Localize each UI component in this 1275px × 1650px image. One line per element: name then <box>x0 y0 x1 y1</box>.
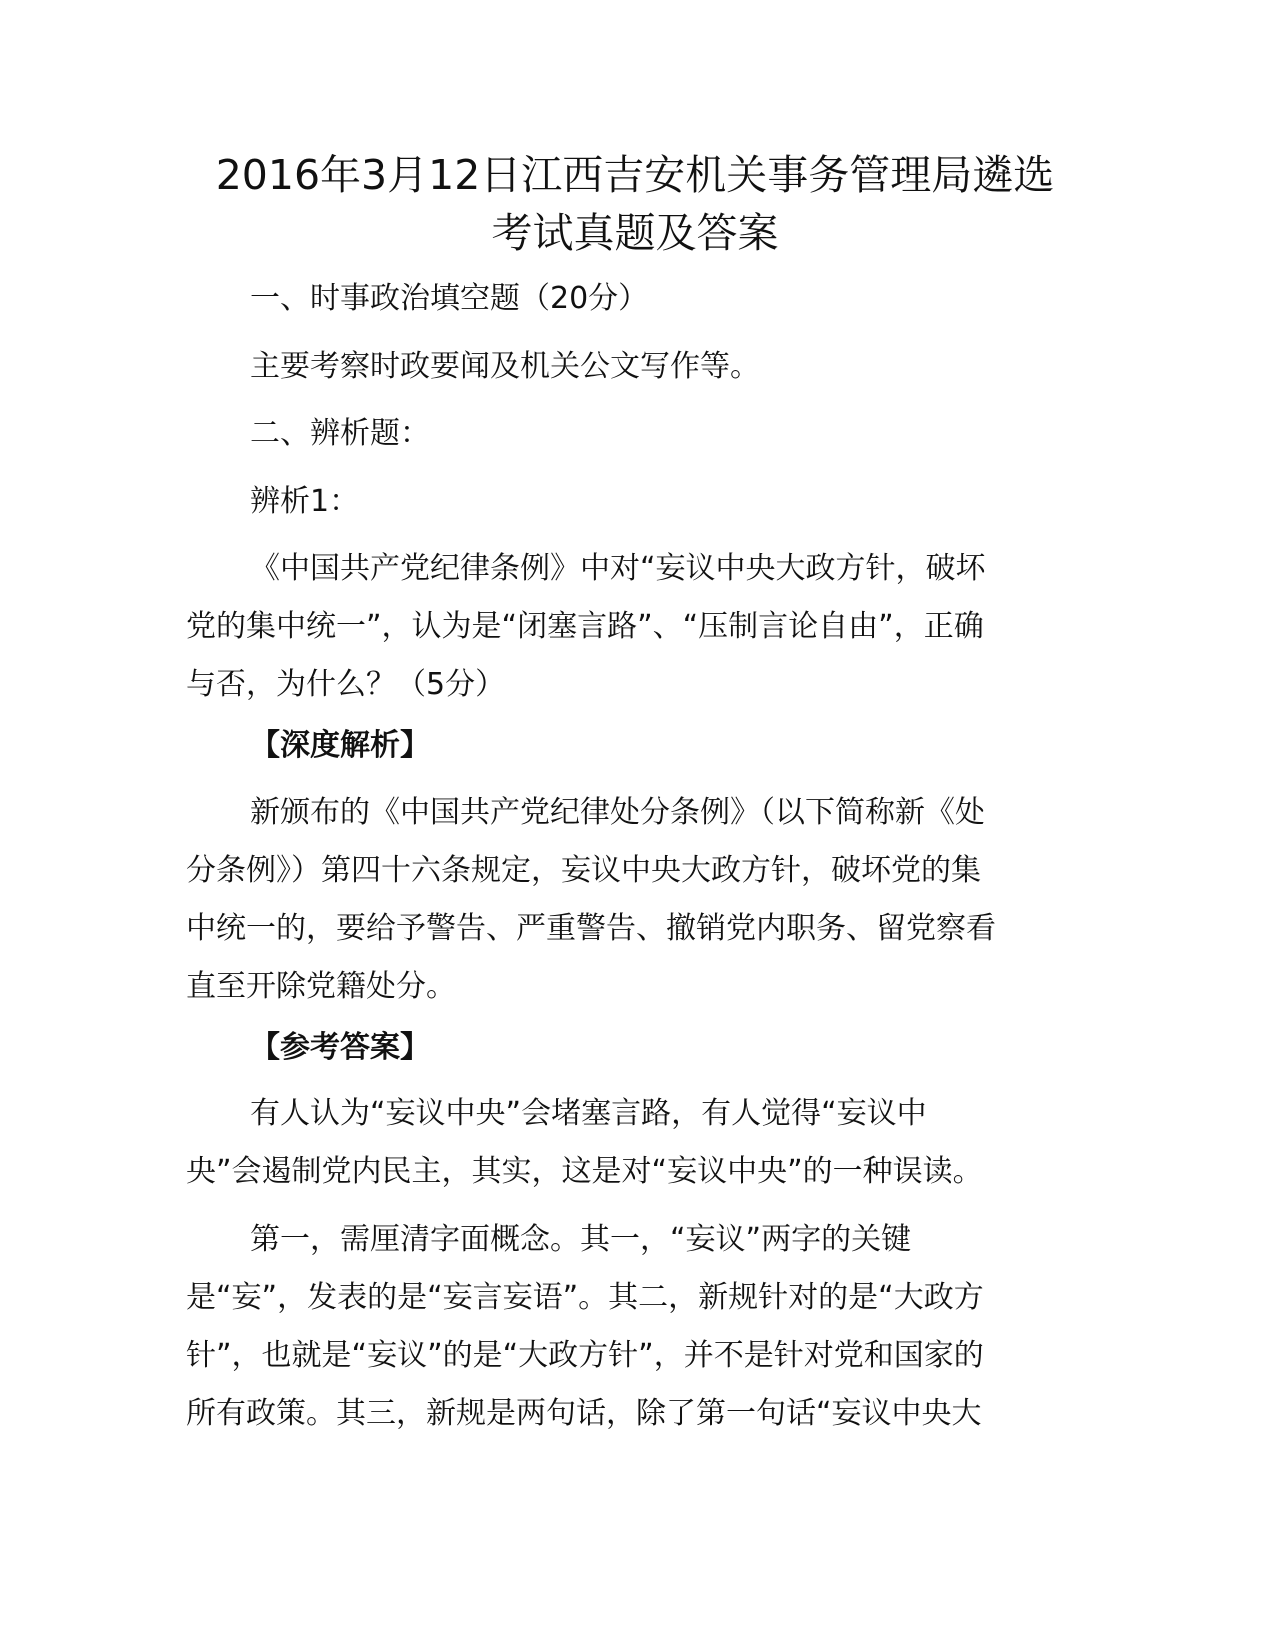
question-line: 与否，为什么？（5分） <box>186 667 506 702</box>
answer-paragraph-1 <box>186 1085 1086 1201</box>
question-line: 党的集中统一”，认为是“闭塞言路”、“压制言论自由”，正确 <box>186 609 984 644</box>
answer-line: 针”，也就是“妄议”的是“大政方针”，并不是针对党和国家的 <box>186 1338 984 1373</box>
title-line-1: 2016年3月12日江西吉安机关事务管理局遴选 <box>215 151 1055 199</box>
title-line-2: 考试真题及答案 <box>491 209 779 257</box>
answer-paragraph-2 <box>186 1211 1086 1443</box>
deep-analysis-line: 直至开除党籍处分。 <box>186 969 456 1004</box>
reference-answer-label: 【参考答案】 <box>250 1030 430 1065</box>
question-line: 《中国共产党纪律条例》中对“妄议中央大政方针，破坏 <box>250 551 986 586</box>
answer-line: 有人认为“妄议中央”会堵塞言路，有人觉得“妄议中 <box>250 1096 927 1131</box>
section-1-heading: 一、时事政治填空题（20分） <box>250 281 649 316</box>
section-1-text: 主要考察时政要闻及机关公文写作等。 <box>250 349 760 384</box>
deep-analysis-paragraph <box>186 784 1086 1016</box>
section-2-heading: 二、辨析题： <box>250 416 430 451</box>
deep-analysis-label: 【深度解析】 <box>250 728 430 763</box>
question-paragraph <box>186 540 1086 714</box>
analysis-1-label: 辨析1： <box>250 484 360 519</box>
deep-analysis-line: 中统一的，要给予警告、严重警告、撤销党内职务、留党察看 <box>186 911 996 946</box>
deep-analysis-line: 新颁布的《中国共产党纪律处分条例》（以下简称新《处 <box>250 795 985 830</box>
answer-line: 所有政策。其三，新规是两句话，除了第一句话“妄议中央大 <box>186 1396 982 1431</box>
document-title <box>160 146 1110 262</box>
answer-line: 是“妄”，发表的是“妄言妄语”。其二，新规针对的是“大政方 <box>186 1280 984 1315</box>
deep-analysis-line: 分条例》）第四十六条规定，妄议中央大政方针，破坏党的集 <box>186 853 981 888</box>
answer-line: 央”会遏制党内民主，其实，这是对“妄议中央”的一种误读。 <box>186 1154 983 1189</box>
answer-line: 第一，需厘清字面概念。其一，“妄议”两字的关键 <box>250 1222 912 1257</box>
